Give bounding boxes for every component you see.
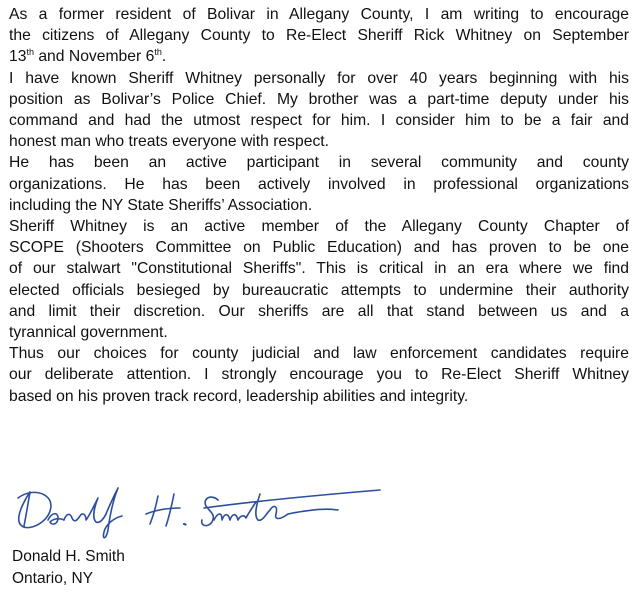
text-line: Sheriff Whitney is an active member of the Allegany County Chapter of xyxy=(9,218,629,236)
ordinal-suffix: th xyxy=(26,47,34,58)
text-line: position as Bolivar’s Police Chief. My brother was a part-time deputy under his xyxy=(9,90,629,108)
text-line: including the NY State Sheriffs’ Association. xyxy=(9,196,313,214)
letter-body xyxy=(9,4,629,407)
paragraph-intro xyxy=(9,4,629,68)
ordinal-suffix: th xyxy=(154,47,162,58)
text-line: the citizens of Allegany County to Re-Elect Sheriff Rick Whitney on September xyxy=(9,27,629,45)
text-line: SCOPE (Shooters Committee on Public Education) and has proven to be one xyxy=(9,239,629,257)
text-line: of our stalwart "Constitutional Sheriffs". This is critical in an era where we find xyxy=(9,260,629,278)
text-line: tyrannical government. xyxy=(9,324,168,342)
text-line: He has been an active participant in several community and county xyxy=(9,154,629,172)
date-september-day: 13 xyxy=(9,48,27,66)
closing-block xyxy=(12,546,125,590)
date-november-text: and November 6 xyxy=(33,48,155,66)
paragraph-organizations xyxy=(9,152,629,216)
text-line: As a former resident of Bolivar in Allegany County, I am writing to encourage xyxy=(9,6,629,23)
text-line: elected officials besieged by bureaucratic attempts to undermine their authority xyxy=(9,281,629,299)
text-line: and limit their discretion. Our sheriffs are all that stand between us and a xyxy=(9,302,629,320)
signature-drawing xyxy=(8,474,388,546)
signer-name: Donald H. Smith xyxy=(12,548,125,565)
paragraph-personal xyxy=(9,68,629,153)
paragraph-conclusion xyxy=(9,343,629,407)
sentence-end: . xyxy=(161,48,167,66)
text-line: our deliberate attention. I strongly encourage you to Re-Elect Sheriff Whitney xyxy=(9,366,629,384)
signer-location: Ontario, NY xyxy=(12,570,93,587)
text-line-dates xyxy=(9,46,629,67)
text-line: Thus our choices for county judicial and law enforcement candidates require xyxy=(9,345,629,363)
text-line: organizations. He has been actively involved in professional organizations xyxy=(9,175,629,193)
paragraph-scope xyxy=(9,216,629,343)
handwritten-signature xyxy=(8,474,388,546)
text-line: based on his proven track record, leadership abilities and integrity. xyxy=(9,387,469,405)
text-line: honest man who treats everyone with respect. xyxy=(9,133,330,151)
text-line: command and had the utmost respect for him. I consider him to be a fair and xyxy=(9,112,629,130)
text-line: I have known Sheriff Whitney personally for over 40 years beginning with his xyxy=(9,69,629,87)
